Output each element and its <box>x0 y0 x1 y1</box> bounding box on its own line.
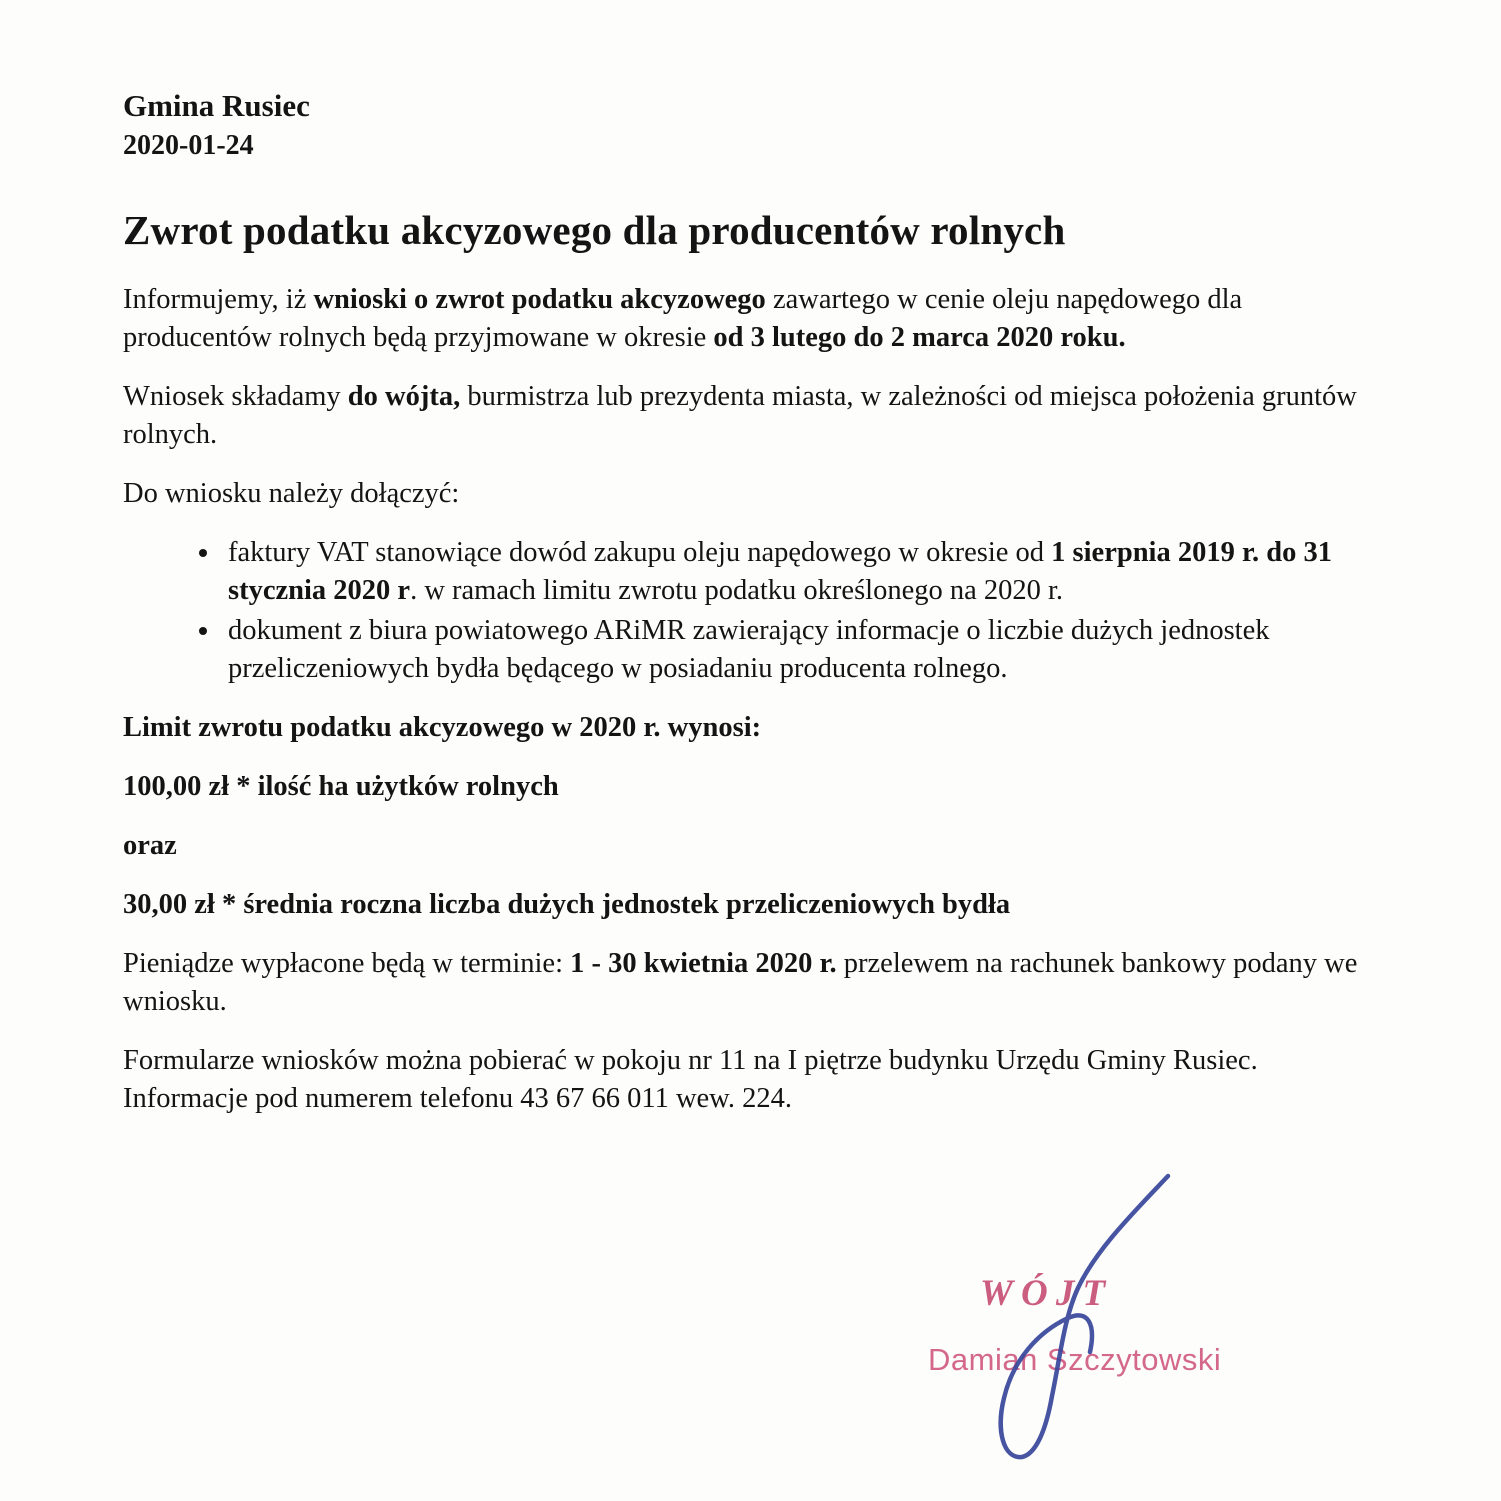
forms-info-paragraph: Formularze wniosków można pobierać w pokoju nr 11 na I piętrze budynku Urzędu Gminy Rusiec. Informacje pod numerem telefonu 43 67 66 011 wew. 224. <box>123 1045 1258 1114</box>
payment-paragraph: Pieniądze wypłacone będą w terminie: 1 - 30 kwietnia 2020 r. przelewem na rachunek bankowy podany we wniosku. <box>123 948 1358 1017</box>
stamp-name: Damian Szczytowski <box>928 1342 1222 1377</box>
stamp-title: WÓJT <box>980 1273 1114 1314</box>
document-header <box>123 86 1381 166</box>
intro-paragraph: Informujemy, iż wnioski o zwrot podatku akcyzowego zawartego w cenie oleju napędowego dla producentów rolnych będą przyjmowane w okresie od 3 lutego do 2 marca 2020 roku. <box>123 284 1243 353</box>
limit-heading: Limit zwrotu podatku akcyzowego w 2020 r. wynosi: <box>123 712 762 743</box>
handwritten-signature-ink <box>900 1162 1230 1501</box>
list-item: • dokument z biura powiatowego ARiMR zawierający informacje o liczbie dużych jednostek przeliczeniowych bydła będącego w posiadaniu producenta rolnego. <box>222 612 1381 688</box>
document-title: Zwrot podatku akcyzowego dla producentów rolnych <box>123 207 1066 253</box>
submission-paragraph: Wniosek składamy do wójta, burmistrza lub prezydenta miasta, w zależności od miejsca położenia gruntów rolnych. <box>123 381 1357 450</box>
document-date: 2020-01-24 <box>123 130 254 161</box>
limit-formula-area: 100,00 zł * ilość ha użytków rolnych <box>123 771 559 802</box>
limit-conjunction: oraz <box>123 830 177 861</box>
attachments-list <box>123 534 1381 688</box>
document-body <box>123 281 1381 1118</box>
signature-block <box>900 1162 1230 1501</box>
list-item: • faktury VAT stanowiące dowód zakupu oleju napędowego w okresie od 1 sierpnia 2019 r. do 31 stycznia 2020 r. w ramach limitu zwrotu podatku określonego na 2020 r. <box>222 534 1381 610</box>
attachments-lead: Do wniosku należy dołączyć: <box>123 478 460 509</box>
organization-name: Gmina Rusiec <box>123 88 310 123</box>
limit-formula-cattle: 30,00 zł * średnia roczna liczba dużych jednostek przeliczeniowych bydła <box>123 889 1011 920</box>
